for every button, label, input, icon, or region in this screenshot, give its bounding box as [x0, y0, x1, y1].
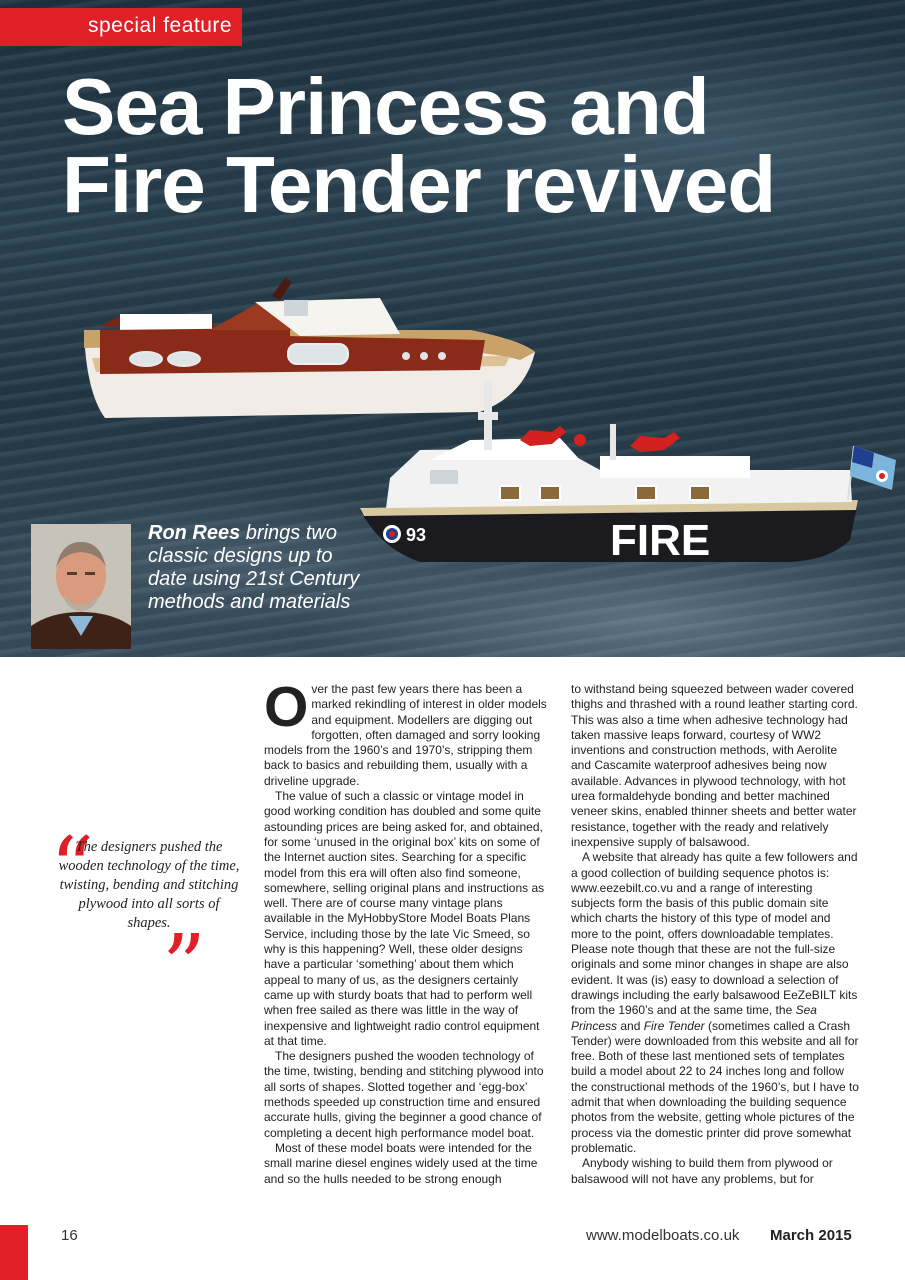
open-quote-mark: “ [50, 819, 94, 919]
body-paragraph: The value of such a classic or vintage model in good working condition has doubled and some quite astounding prices are being asked for, and obtained, for some ‘unused in the original box’ kits on some of the Internet auction sites. Searching for a specific model from this era will often also find someone, somewhere, selling original plans and instructions as well. There are of course many vintage plans available in the MyHobbyStore Model Boats Plans Service, including those by the late Vic Smeed, so why is this happening? Well, these older designs have a particular ‘something’ about them which appeal to many of us, as the designers certainly came up with sturdy boats that had to perform well when free sailed as there was little in the way of inexpensive and lightweight radio control equipment at that time. [264, 789, 545, 1048]
hull-number: 93 [406, 525, 427, 545]
body-paragraph: to withstand being squeezed between wader covered thighs and thrashed with a round leather starting cord. This was also a time when adhesive technology had taken massive leaps forward, courtesy of WW2 inventions and construction methods, with Aerolite and Cascamite waterproof adhesives being now available. Advances in plywood technology, with hot urea formaldehyde bonding and better machined veneer skins, enabled thinner sheets and better water resistance, together with the ready and relatively inexpensive supply of balsawood. [571, 682, 858, 849]
footer-website: www.modelboats.co.uk [586, 1227, 740, 1244]
body-paragraph: Anybody wishing to build them from plywood or balsawood will not have any problems, but for [571, 1156, 833, 1186]
paragraph-text: (sometimes called a Crash Tender) were downloaded from this website and all for free. Both of these last mentioned sets of templates build a model about 22 to 24 inches long and follow the constructional methods of the 1960’s, but I have to admit that when downloading the building sequence photos from the website, getting whole pictures of the process via the domestic printer did prove somewhat problematic. [571, 1018, 859, 1155]
boat-name-sea-princess: Sea Princess [571, 1003, 817, 1033]
standfirst-text: brings two classic designs up to date using 21st Century methods and materials [148, 522, 360, 613]
boat-name-fire-tender: Fire Tender [643, 1018, 705, 1033]
section-tag-label: special feature [88, 14, 233, 37]
body-paragraph [264, 675, 547, 789]
pull-quote [50, 819, 242, 1017]
body-column-1 [264, 675, 547, 1187]
article-title [62, 62, 776, 229]
standfirst [148, 522, 368, 614]
standfirst-author: Ron Rees [148, 522, 241, 544]
pull-quote-text: The designers pushed the wooden technology of the time, twisting, bending and stitching plywood into all sorts of shapes. [58, 839, 240, 931]
page-number: 16 [61, 1227, 78, 1244]
body-paragraph: The designers pushed the wooden technology of the time, twisting, bending and stitching plywood into all sorts of shapes. Slotted together and ‘egg-box’ methods speeded up construction time and ensured accurate hulls, giving the beginner a good chance of completing a decent high performance model boat. [264, 1049, 544, 1140]
fire-lettering: FIRE [610, 516, 711, 565]
body-paragraph: Most of these model boats were intended for the small marine diesel engines widely used at the time and so the hulls needed to be strong enough [264, 1140, 538, 1186]
body-column-2 [571, 682, 859, 1187]
title-line-1: Sea Princess and [62, 62, 709, 151]
footer-issue: March 2015 [770, 1227, 852, 1244]
footer-accent-bar [0, 1225, 28, 1280]
body-paragraph [571, 850, 859, 1156]
paragraph-text: ver the past few years there has been a marked rekindling of interest in older models and equipment. Modellers are digging out forgotten, often damaged and sorry looking models from the 1960’s and 1970’s, stripping them back to basics and rebuilding them, usually with a driveline upgrade. [264, 682, 547, 788]
section-tag [0, 8, 242, 46]
sea-princess-boat [84, 278, 535, 418]
author-photo [31, 524, 131, 649]
drop-cap: O [264, 675, 309, 739]
close-quote-mark: ” [162, 917, 206, 1017]
title-line-2: Fire Tender revived [62, 140, 776, 229]
paragraph-text: and [617, 1018, 644, 1033]
paragraph-text: A website that already has quite a few followers and a good collection of building sequence photos is: www.eezebilt.co.vu and a range of interesting subjects form the basis of this public domain site which charts the history of this type of model and more to the point, offers downloadable templates. Please note though that these are not the full-size originals and some minor changes in shape are also evident. It was (is) easy to download a selection of drawings including the early balsawood EeZeBILT kits from the 1960’s and at the same time, the [571, 850, 858, 1018]
